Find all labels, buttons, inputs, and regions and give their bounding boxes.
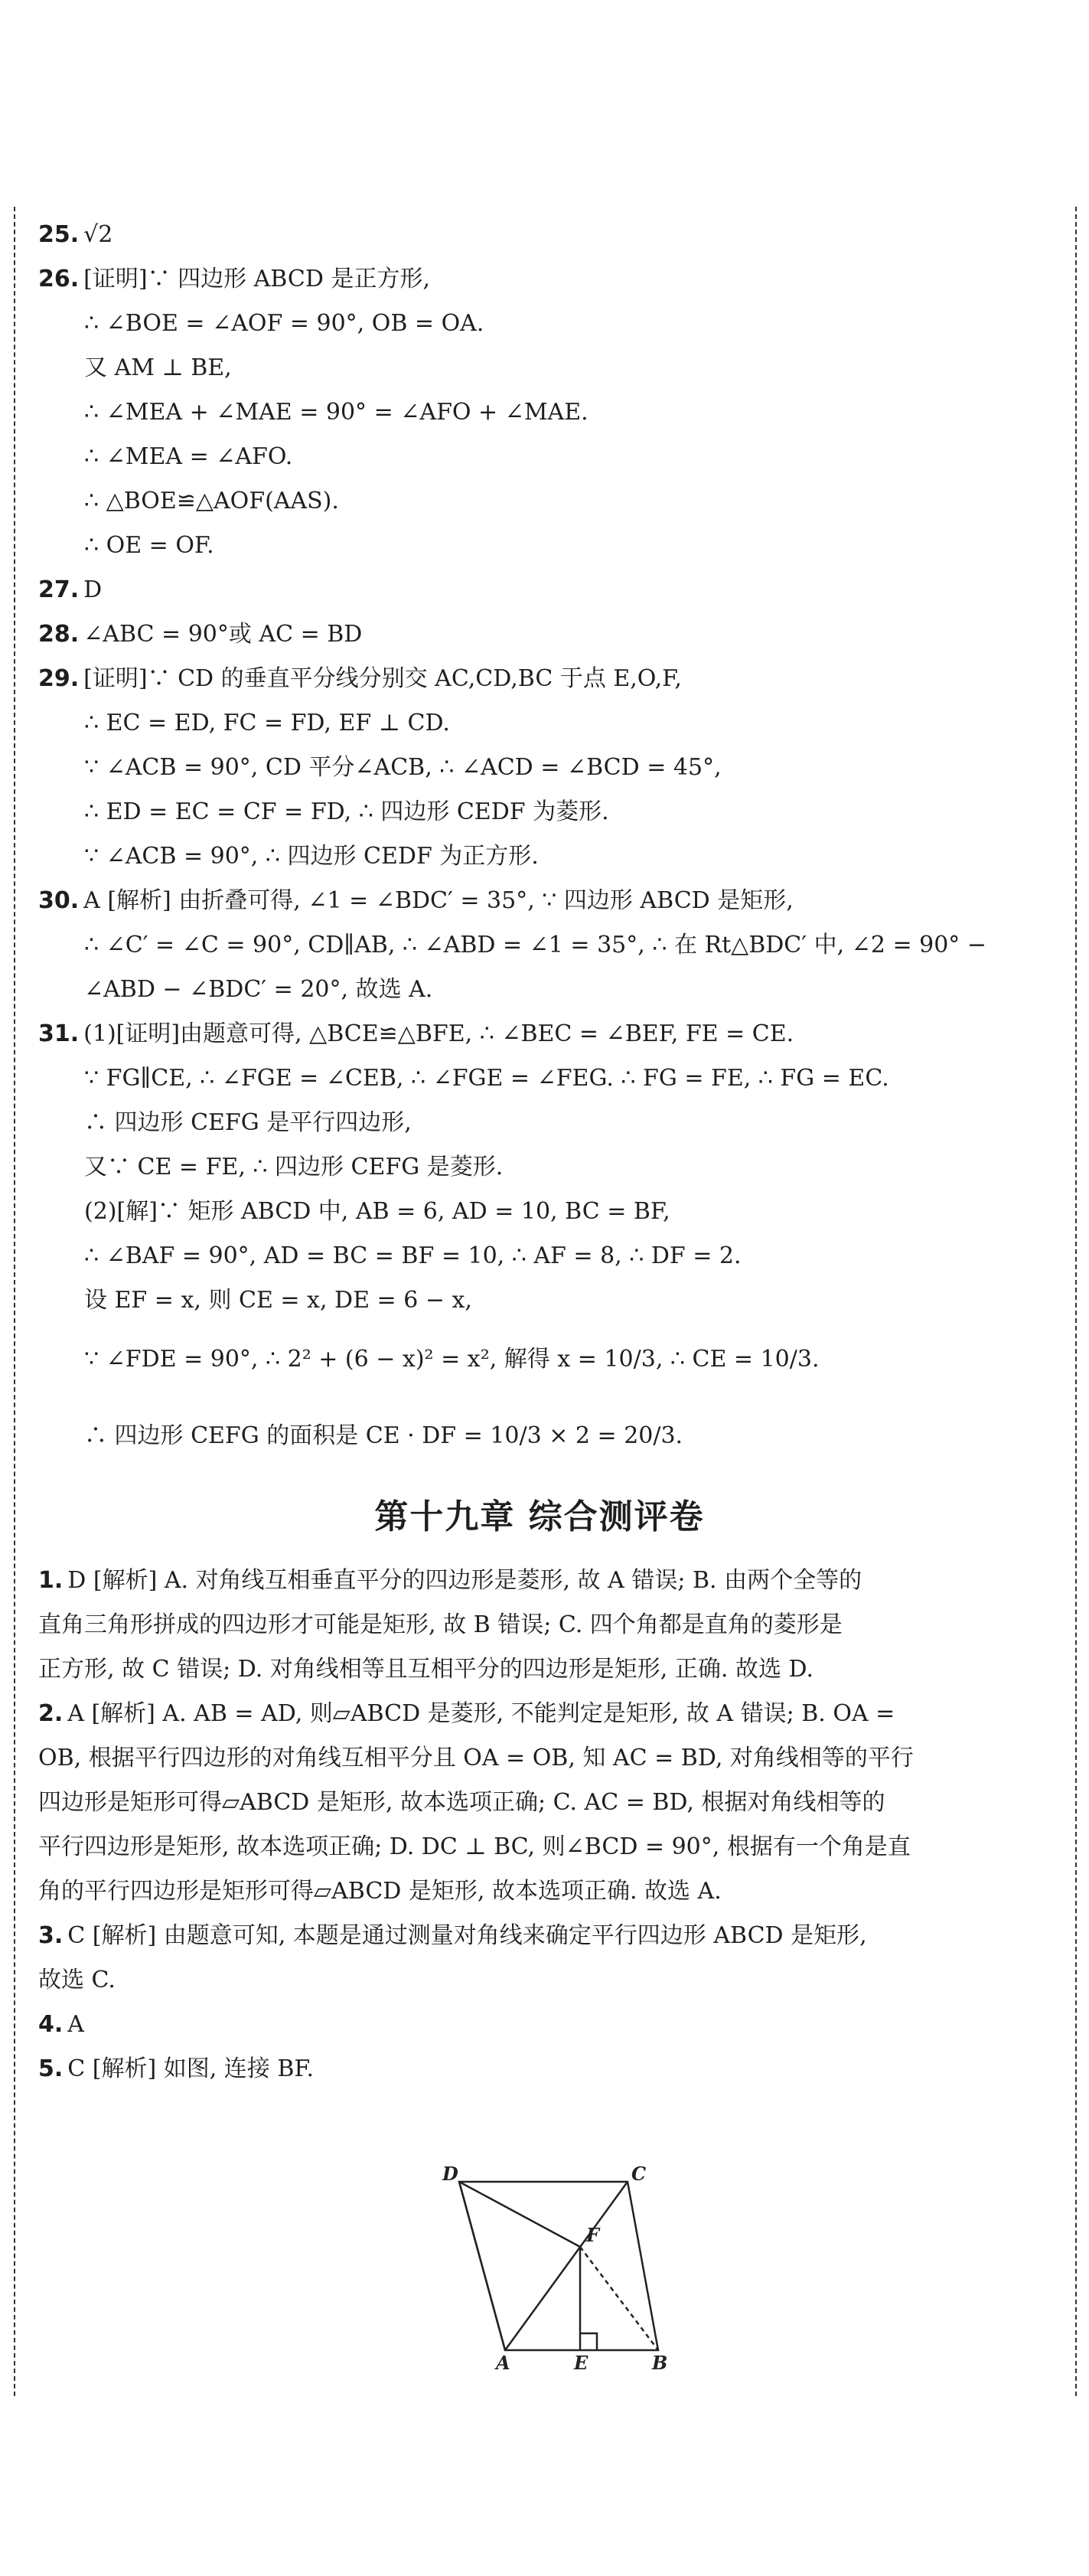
answer-text: 四边形是矩形可得▱ABCD 是矩形, 故本选项正确; C. AC = BD, 根据对角线相等的 bbox=[38, 1789, 885, 1816]
answer-line bbox=[38, 1278, 1041, 1323]
answer-text: 设 EF = x, 则 CE = x, DE = 6 − x, bbox=[84, 1287, 472, 1314]
answer-line bbox=[38, 302, 1041, 346]
question-answer bbox=[38, 1692, 1041, 1736]
answer-continuation bbox=[38, 1736, 1041, 1781]
answer-text: ∴ ∠MEA + ∠MAE = 90° = ∠AFO + ∠MAE. bbox=[84, 399, 589, 426]
answer-text: 又 AM ⊥ BE, bbox=[84, 354, 232, 381]
equation-line-1 bbox=[38, 1323, 1041, 1396]
answer-line bbox=[38, 479, 1041, 524]
answer-line bbox=[38, 968, 1041, 1012]
answer-text: [证明]∵ CD 的垂直平分线分别交 AC,CD,BC 于点 E,O,F, bbox=[83, 665, 682, 692]
answer-text: √2 bbox=[83, 221, 113, 248]
question-number: 5. bbox=[38, 2055, 64, 2082]
label-c: C bbox=[631, 2163, 647, 2185]
answer-text: ∵ ∠ACB = 90°, ∴ 四边形 CEDF 为正方形. bbox=[84, 843, 539, 870]
answer-line bbox=[38, 879, 1041, 923]
question-number: 28. bbox=[38, 621, 80, 648]
answer-line bbox=[38, 257, 1041, 302]
question-answer bbox=[38, 1559, 1041, 1603]
question-number: 27. bbox=[38, 576, 80, 603]
answer-text: 故选 C. bbox=[38, 1967, 116, 1993]
answer-line bbox=[38, 612, 1041, 657]
answer-text: ∴ ∠MEA = ∠AFO. bbox=[84, 443, 293, 470]
answer-line bbox=[38, 346, 1041, 390]
answer-text: ∴ ∠BOE = ∠AOF = 90°, OB = OA. bbox=[84, 310, 484, 337]
answer-line bbox=[38, 213, 1041, 257]
question-number: 1. bbox=[38, 1567, 64, 1594]
answer-text: ∴ OE = OF. bbox=[84, 532, 214, 559]
answer-continuation bbox=[38, 1647, 1041, 1692]
answer-line bbox=[38, 746, 1041, 790]
label-f: F bbox=[586, 2224, 600, 2246]
answer-line bbox=[38, 568, 1041, 612]
answer-line bbox=[38, 1190, 1041, 1234]
answer-text: ∠ABD − ∠BDC′ = 20°, 故选 A. bbox=[84, 976, 433, 1003]
question-number: 4. bbox=[38, 2011, 64, 2038]
answer-text: ∴ ∠C′ = ∠C = 90°, CD∥AB, ∴ ∠ABD = ∠1 = 35°, ∴ 在 Rt△BDC′ 中, ∠2 = 90° − bbox=[84, 932, 986, 958]
answer-text: OB, 根据平行四边形的对角线互相平分且 OA = OB, 知 AC = BD, 对角线相等的平行 bbox=[38, 1745, 914, 1771]
answer-text: ∴ ∠BAF = 90°, AD = BC = BF = 10, ∴ AF = 8, ∴ DF = 2. bbox=[84, 1242, 742, 1269]
answer-text: D [解析] A. 对角线互相垂直平分的四边形是菱形, 故 A 错误; B. 由两个全等的 bbox=[67, 1567, 862, 1594]
answer-continuation bbox=[38, 1869, 1041, 1914]
answer-continuation bbox=[38, 1825, 1041, 1869]
answer-line bbox=[38, 790, 1041, 834]
equation-line-2 bbox=[38, 1396, 1041, 1476]
answer-line bbox=[38, 390, 1041, 435]
answer-text: D bbox=[83, 576, 103, 603]
answer-line bbox=[38, 657, 1041, 701]
right-angle-mark bbox=[580, 2333, 597, 2350]
question-answer bbox=[38, 1914, 1041, 1958]
side-da bbox=[459, 2182, 505, 2350]
right-margin-rule bbox=[1075, 207, 1077, 2396]
answer-text: 正方形, 故 C 错误; D. 对角线相等且互相平分的四边形是矩形, 正确. 故选 D. bbox=[38, 1656, 813, 1683]
answer-text: (2)[解]∵ 矩形 ABCD 中, AB = 6, AD = 10, BC = BF, bbox=[84, 1198, 670, 1225]
answer-line bbox=[38, 834, 1041, 879]
label-a: A bbox=[496, 2352, 510, 2374]
answer-text: 平行四边形是矩形, 故本选项正确; D. DC ⊥ BC, 则∠BCD = 90°, 根据有一个角是直 bbox=[38, 1833, 911, 1860]
answer-text: 角的平行四边形是矩形可得▱ABCD 是矩形, 故本选项正确. 故选 A. bbox=[38, 1878, 722, 1905]
answer-text: 直角三角形拼成的四边形才可能是矩形, 故 B 错误; C. 四个角都是直角的菱形是 bbox=[38, 1611, 843, 1638]
answer-text: ∴ 四边形 CEFG 是平行四边形, bbox=[84, 1109, 412, 1136]
answer-text: A [解析] A. AB = AD, 则▱ABCD 是菱形, 不能判定是矩形, 故 A 错误; B. OA = bbox=[67, 1700, 895, 1727]
answer-line bbox=[38, 1012, 1041, 1056]
question-answer bbox=[38, 2003, 1041, 2047]
answer-continuation bbox=[38, 1603, 1041, 1647]
chapter-title: 第十九章 综合测评卷 bbox=[374, 1497, 705, 1536]
answer-text: ∵ FG∥CE, ∴ ∠FGE = ∠CEB, ∴ ∠FGE = ∠FEG. ∴ FG = FE, ∴ FG = EC. bbox=[84, 1065, 889, 1092]
answer-line bbox=[38, 435, 1041, 479]
question-number: 2. bbox=[38, 1700, 64, 1727]
answer-line bbox=[38, 1234, 1041, 1278]
equation-text: ∵ ∠FDE = 90°, ∴ 2² + (6 − x)² = x², 解得 x = 10/3, ∴ CE = 10/3. bbox=[84, 1346, 820, 1373]
answer-text: A [解析] 由折叠可得, ∠1 = ∠BDC′ = 35°, ∵ 四边形 ABCD 是矩形, bbox=[83, 887, 794, 914]
diagonal-ac bbox=[505, 2182, 628, 2350]
answer-text: C [解析] 如图, 连接 BF. bbox=[67, 2055, 315, 2082]
answer-text: ∵ ∠ACB = 90°, CD 平分∠ACB, ∴ ∠ACD = ∠BCD = 45°, bbox=[84, 754, 722, 781]
answer-text: ∴ EC = ED, FC = FD, EF ⊥ CD. bbox=[84, 710, 450, 736]
left-margin-rule bbox=[14, 207, 15, 2396]
answer-text: ∴ ED = EC = CF = FD, ∴ 四边形 CEDF 为菱形. bbox=[84, 798, 609, 825]
answer-text: C [解析] 由题意可知, 本题是通过测量对角线来确定平行四边形 ABCD 是矩形, bbox=[67, 1922, 867, 1949]
question-number: 25. bbox=[38, 221, 80, 248]
answer-text: ∴ △BOE≌△AOF(AAS). bbox=[84, 488, 339, 514]
segment-df bbox=[459, 2182, 580, 2247]
answer-line bbox=[38, 1101, 1041, 1145]
equation-text: ∴ 四边形 CEFG 的面积是 CE · DF = 10/3 × 2 = 20/3. bbox=[84, 1422, 683, 1449]
answers-section-chapter19 bbox=[38, 1559, 1041, 2091]
question-number: 31. bbox=[38, 1020, 80, 1047]
answer-text: 又∵ CE = FE, ∴ 四边形 CEFG 是菱形. bbox=[84, 1154, 504, 1180]
answer-content bbox=[38, 213, 1041, 2091]
label-e: E bbox=[574, 2352, 589, 2374]
answers-section-previous bbox=[38, 213, 1041, 1323]
answer-continuation bbox=[38, 1958, 1041, 2003]
label-d: D bbox=[442, 2163, 458, 2185]
question-answer bbox=[38, 2047, 1041, 2091]
answer-line bbox=[38, 1056, 1041, 1101]
question-number: 30. bbox=[38, 887, 80, 914]
answer-text: A bbox=[67, 2011, 84, 2038]
parallelogram-abcd bbox=[459, 2182, 658, 2350]
segment-bf-dashed bbox=[580, 2247, 658, 2350]
answer-line bbox=[38, 524, 1041, 568]
answer-line bbox=[38, 1145, 1041, 1190]
geometry-figure bbox=[436, 2159, 668, 2374]
answer-line bbox=[38, 701, 1041, 746]
answer-continuation bbox=[38, 1781, 1041, 1825]
answer-line bbox=[38, 923, 1041, 968]
question-number: 26. bbox=[38, 266, 80, 292]
label-b: B bbox=[652, 2352, 668, 2374]
question-number: 3. bbox=[38, 1922, 64, 1949]
question-number: 29. bbox=[38, 665, 80, 692]
answer-text: ∠ABC = 90°或 AC = BD bbox=[83, 621, 363, 648]
answer-text: (1)[证明]由题意可得, △BCE≌△BFE, ∴ ∠BEC = ∠BEF, FE = CE. bbox=[83, 1020, 794, 1047]
answer-text: [证明]∵ 四边形 ABCD 是正方形, bbox=[83, 266, 430, 292]
